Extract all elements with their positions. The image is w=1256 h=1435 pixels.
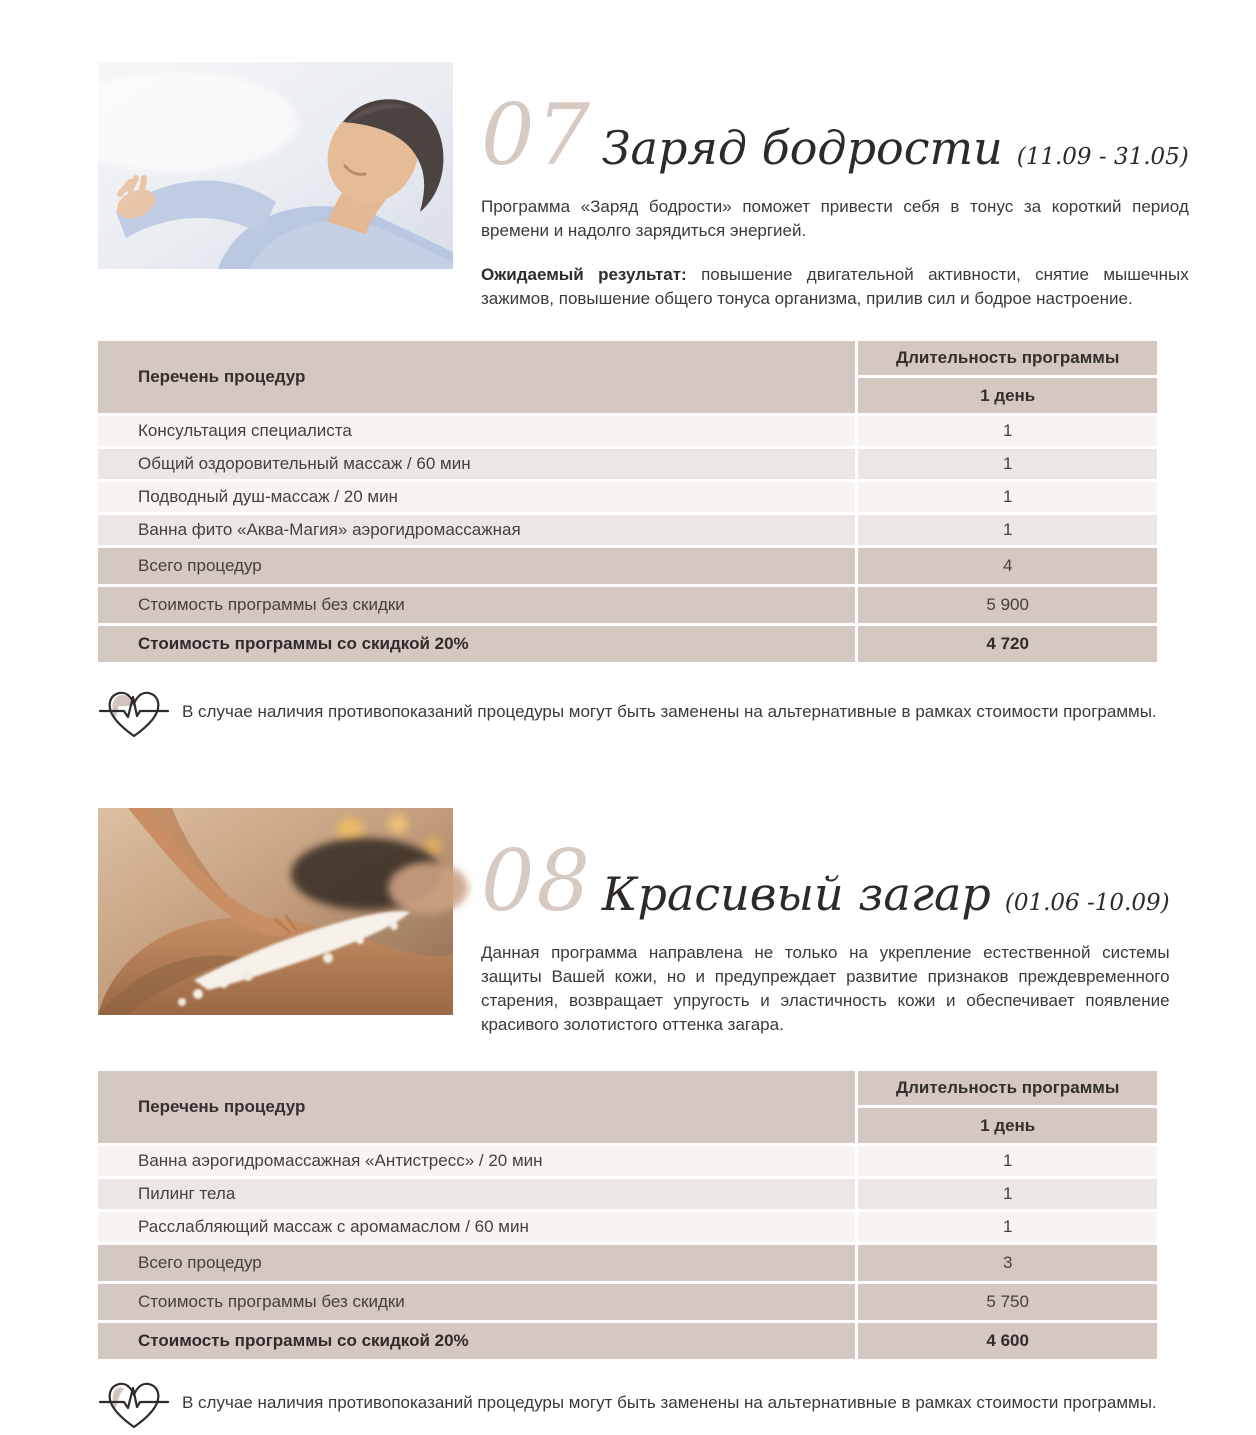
note-text: В случае наличия противопоказаний процедуры могут быть заменены на альтернативные в рамках стоимости программы. <box>182 1393 1157 1412</box>
price-row <box>98 1284 1157 1320</box>
summary-value: 4 <box>1002 556 1013 575</box>
total-procedures-row <box>98 1245 1157 1281</box>
duration-header-label: Длительность программы <box>858 1071 1157 1108</box>
table-row <box>98 1179 1157 1209</box>
heart-pulse-icon <box>98 1375 170 1435</box>
program-number: 07 <box>481 86 592 184</box>
column-header-procedures: Перечень процедур <box>98 1071 858 1143</box>
summary-value: 4 720 <box>986 634 1029 653</box>
summary-label: Всего процедур <box>98 548 858 584</box>
section-07-title-row <box>481 86 1189 184</box>
procedure-label: Ванна фито «Аква-Магия» аэрогидромассажная <box>98 515 858 545</box>
table-row <box>98 416 1157 446</box>
program-description: Программа «Заряд бодрости» поможет привести себя в тонус за короткий период времени и надолго зарядиться энергией. <box>481 197 1189 240</box>
duration-subheader-label: 1 день <box>980 1115 1036 1135</box>
program-number: 08 <box>481 832 592 930</box>
discount-price-row <box>98 626 1157 662</box>
expected-result-label: Ожидаемый результат: <box>481 265 687 284</box>
program-title: Заряд бодрости <box>601 121 1003 175</box>
table-row <box>98 449 1157 479</box>
procedure-count: 1 <box>1002 1151 1013 1170</box>
program-dates: (11.09 - 31.05) <box>1016 144 1189 170</box>
section-08-head <box>98 808 1170 1037</box>
summary-value: 4 600 <box>986 1331 1029 1350</box>
man-arms-outstretched-image <box>98 62 453 269</box>
section-08-title-row <box>481 832 1170 930</box>
summary-value: 5 900 <box>986 595 1029 614</box>
program-description: Данная программа направлена не только на укрепление естественной системы защиты Вашей кожи, но и предупреждает развитие признаков преждевременного старения, возвращает упругость и эластичность кожи и обеспечивает появление красивого золотистого оттенка загара. <box>481 943 1170 1034</box>
heart-pulse-icon <box>98 684 170 744</box>
total-procedures-row <box>98 548 1157 584</box>
contraindication-note <box>98 684 1157 744</box>
summary-label: Стоимость программы со скидкой 20% <box>98 626 858 662</box>
procedure-count: 1 <box>1002 421 1013 440</box>
program-title: Красивый загар <box>601 867 991 921</box>
salt-scrub-massage-image <box>98 808 453 1015</box>
program-07-table <box>98 341 1157 662</box>
table-row <box>98 1212 1157 1242</box>
column-header-duration <box>858 341 1157 413</box>
program-08-photo <box>98 808 453 1015</box>
summary-label: Стоимость программы без скидки <box>98 587 858 623</box>
summary-label: Стоимость программы со скидкой 20% <box>98 1323 858 1359</box>
note-text: В случае наличия противопоказаний процедуры могут быть заменены на альтернативные в рамках стоимости программы. <box>182 702 1157 721</box>
column-header-duration <box>858 1071 1157 1143</box>
expected-result-paragraph <box>481 263 1189 311</box>
duration-subheader-label: 1 день <box>980 385 1036 405</box>
summary-value: 3 <box>1002 1253 1013 1272</box>
duration-header-label: Длительность программы <box>858 341 1157 378</box>
program-07-photo <box>98 62 453 269</box>
section-07-intro-block <box>481 62 1189 311</box>
procedure-label: Подводный душ-массаж / 20 мин <box>98 482 858 512</box>
table-row <box>98 515 1157 545</box>
procedure-count: 1 <box>1002 454 1013 473</box>
procedure-count: 1 <box>1002 1184 1013 1203</box>
procedure-count: 1 <box>1002 1217 1013 1236</box>
price-row <box>98 587 1157 623</box>
program-08-table <box>98 1071 1157 1359</box>
table-header <box>98 1071 1157 1143</box>
procedure-label: Общий оздоровительный массаж / 60 мин <box>98 449 858 479</box>
table-row <box>98 482 1157 512</box>
procedure-count: 1 <box>1002 520 1013 539</box>
summary-label: Всего процедур <box>98 1245 858 1281</box>
table-header <box>98 341 1157 413</box>
procedure-label: Ванна аэрогидромассажная «Антистресс» / 20 мин <box>98 1146 858 1176</box>
discount-price-row <box>98 1323 1157 1359</box>
summary-value: 5 750 <box>986 1292 1029 1311</box>
procedure-label: Консультация специалиста <box>98 416 858 446</box>
procedure-count: 1 <box>1002 487 1013 506</box>
section-07-head <box>98 62 1189 311</box>
summary-label: Стоимость программы без скидки <box>98 1284 858 1320</box>
section-08-intro-block <box>481 808 1170 1037</box>
procedure-label: Пилинг тела <box>98 1179 858 1209</box>
table-row <box>98 1146 1157 1176</box>
program-dates: (01.06 -10.09) <box>1004 890 1170 916</box>
column-header-procedures: Перечень процедур <box>98 341 858 413</box>
contraindication-note <box>98 1375 1157 1435</box>
expected-result-text: повышение двигательной активности, снятие мышечных зажимов, повышение общего тонуса организма, прилив сил и бодрое настроение. <box>481 265 1189 308</box>
procedure-label: Расслабляющий массаж с аромамаслом / 60 мин <box>98 1212 858 1242</box>
